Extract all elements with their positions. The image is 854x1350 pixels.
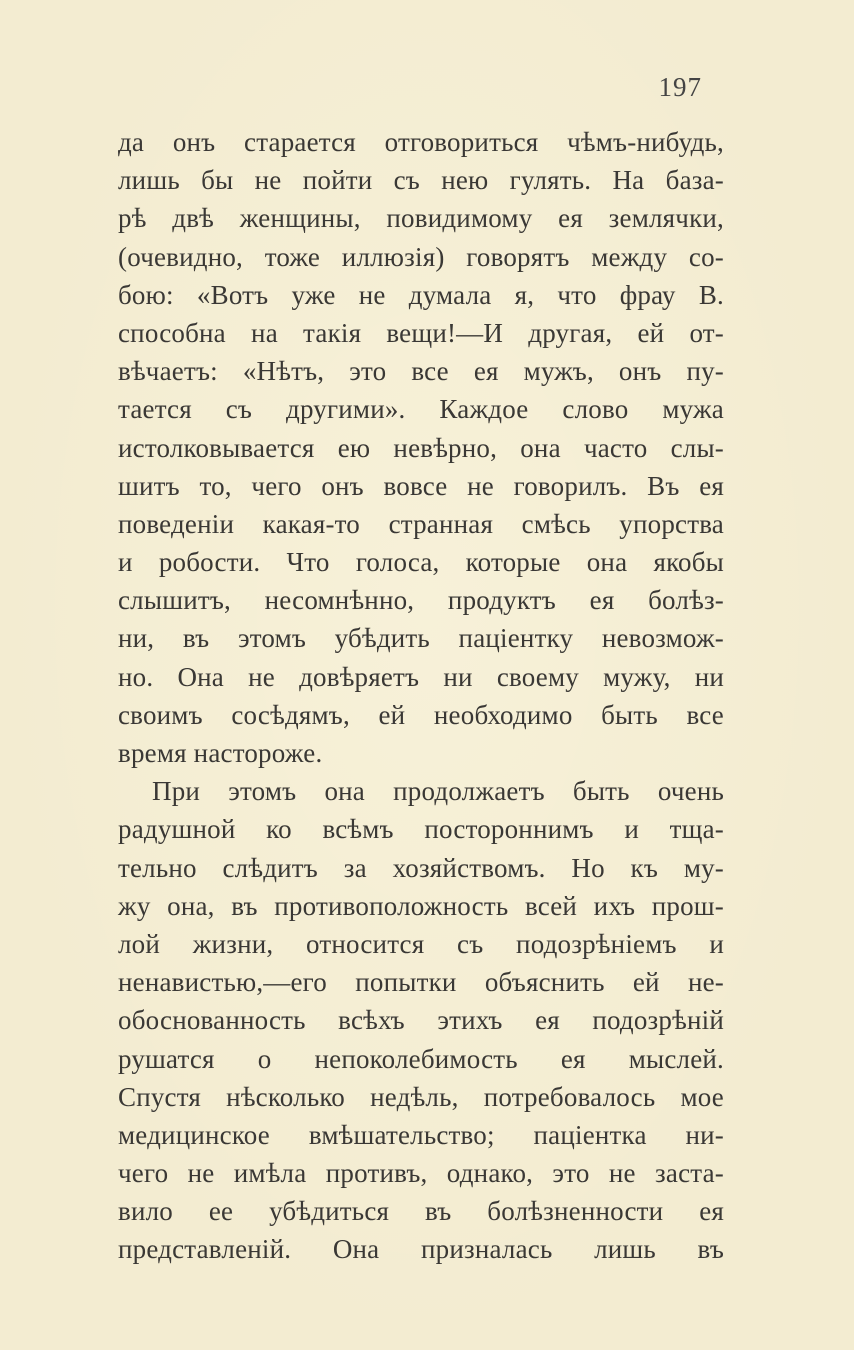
text-line: ни, въ этомъ убѣдить паціентку невозмож-: [118, 623, 724, 654]
text-line: истолковывается ею невѣрно, она часто слы-: [118, 432, 724, 463]
text-line: тельно слѣдитъ за хозяйствомъ. Но къ му-: [118, 852, 724, 883]
text-line: бою: «Вотъ уже не думала я, что фрау В.: [118, 279, 724, 310]
text-line: радушной ко всѣмъ постороннимъ и тща-: [118, 814, 724, 845]
text-line: обоснованность всѣхъ этихъ ея подозрѣній: [118, 1005, 724, 1036]
text-line: но. Она не довѣряетъ ни своему мужу, ни: [118, 661, 724, 692]
text-line: медицинское вмѣшательство; паціентка ни-: [118, 1119, 724, 1150]
text-line: представленій. Она призналась лишь въ: [118, 1234, 724, 1265]
text-line: шитъ то, чего онъ вовсе не говорилъ. Въ ея: [118, 470, 724, 501]
text-line: тается съ другими». Каждое слово мужа: [118, 394, 724, 425]
text-line: да онъ старается отговориться чѣмъ-нибудь,: [118, 127, 724, 157]
body-text: [118, 123, 724, 1269]
text-line: вило ее убѣдиться въ болѣзненности ея: [118, 1196, 724, 1227]
paragraph-end-line: время настороже.: [118, 738, 323, 768]
text-line: Спустя нѣсколько недѣль, потребовалось мое: [118, 1081, 724, 1112]
text-line: (очевидно, тоже иллюзія) говорятъ между со-: [118, 241, 724, 272]
text-line: рушатся о непоколебимость ея мыслей.: [118, 1043, 724, 1074]
text-line: слышитъ, несомнѣнно, продуктъ ея болѣз-: [118, 585, 724, 616]
text-line: способна на такія вещи!—И другая, ей от-: [118, 317, 724, 348]
paragraph-start-line: При этомъ она продолжаетъ быть очень: [152, 776, 724, 807]
text-line: и робости. Что голоса, которые она якобы: [118, 547, 724, 578]
text-line: чего не имѣла противъ, однако, это не заста-: [118, 1158, 724, 1189]
text-line: лишь бы не пойти съ нею гулять. На база-: [118, 165, 724, 196]
text-line: лой жизни, относится съ подозрѣніемъ и: [118, 928, 724, 959]
text-line: жу она, въ противоположность всей ихъ прош-: [118, 890, 724, 921]
text-line: своимъ сосѣдямъ, ей необходимо быть все: [118, 699, 724, 730]
page-number: 197: [658, 72, 702, 102]
text-line: ненавистью,—его попытки объяснить ей не-: [118, 967, 724, 998]
text-line: вѣчаетъ: «Нѣтъ, это все ея мужъ, онъ пу-: [118, 356, 724, 387]
text-line: поведеніи какая-то странная смѣсь упорства: [118, 508, 724, 539]
text-line: рѣ двѣ женщины, повидимому ея землячки,: [118, 203, 724, 234]
